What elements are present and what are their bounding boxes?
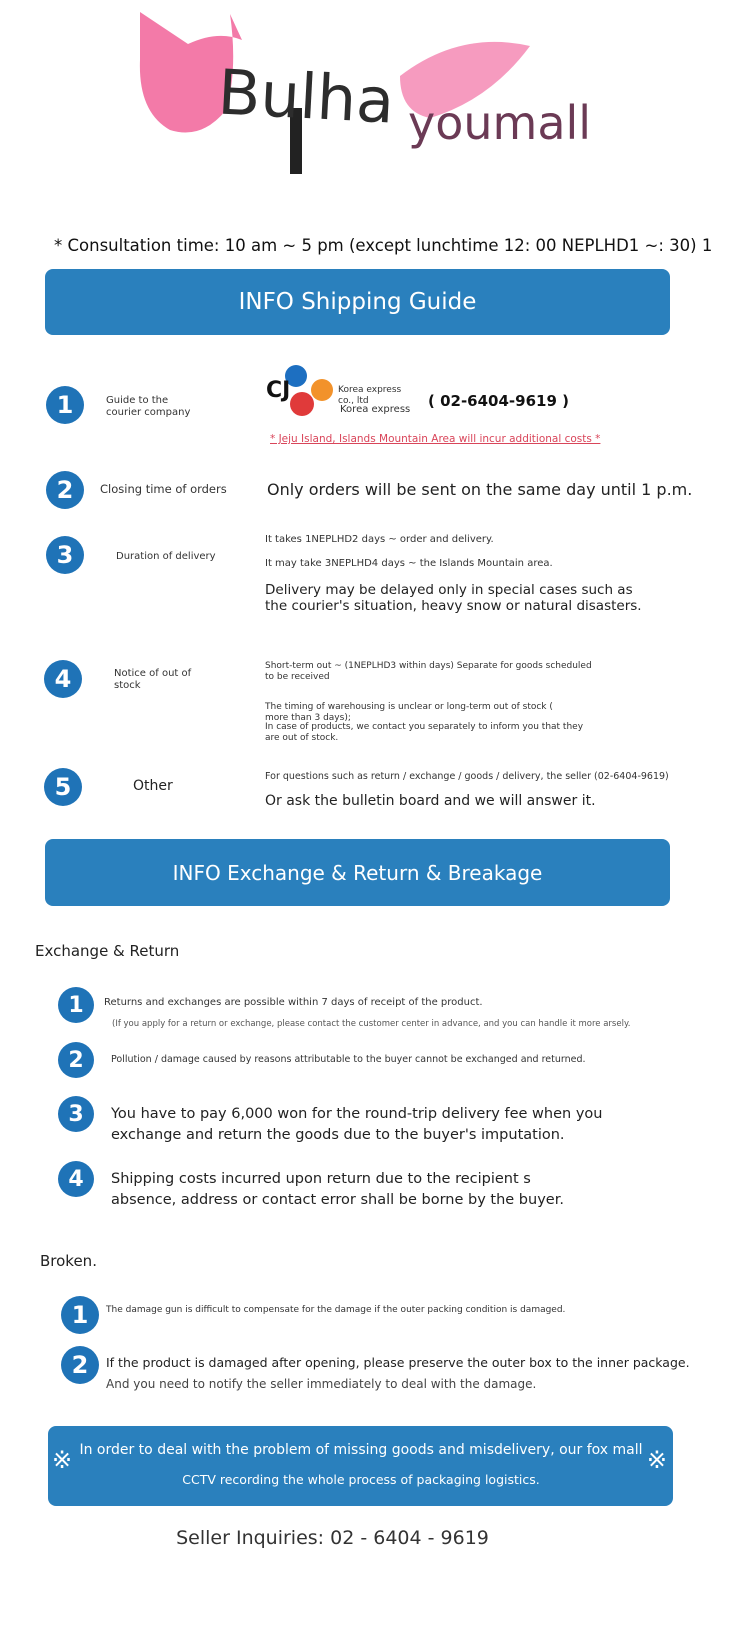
row-label: Closing time of orders bbox=[100, 482, 227, 496]
cj-name-2: co., ltd bbox=[338, 396, 369, 406]
seller-inquiries: Seller Inquiries: 02 - 6404 - 9619 bbox=[176, 1527, 489, 1549]
shipping-guide-title-text: INFO Shipping Guide bbox=[238, 289, 477, 315]
duration-line-2: It may take 3NEPLHD4 days ~ the Islands Mountain area. bbox=[265, 558, 553, 569]
step-number: 1 bbox=[46, 386, 84, 424]
cj-logo bbox=[266, 362, 416, 422]
exchange-heading: Exchange & Return bbox=[35, 942, 180, 960]
broken-heading: Broken. bbox=[40, 1252, 97, 1270]
courier-phone: ( 02-6404-9619 ) bbox=[428, 392, 569, 410]
duration-line-4: the courier's situation, heavy snow or natural disasters. bbox=[265, 598, 642, 614]
stock-line-3: The timing of warehousing is unclear or long-term out of stock ( bbox=[265, 702, 553, 712]
other-line-1: For questions such as return / exchange / goods / delivery, the seller (02-6404-9619) bbox=[265, 771, 669, 782]
row-label: Notice of out of stock bbox=[114, 668, 192, 691]
duration-line-1: It takes 1NEPLHD2 days ~ order and delivery. bbox=[265, 534, 494, 545]
step-number: 2 bbox=[46, 471, 84, 509]
reference-mark-left-icon: ※ bbox=[52, 1446, 73, 1474]
step-number: 3 bbox=[58, 1096, 94, 1132]
broken-item-2-line-1: If the product is damaged after opening, please preserve the outer box to the inner package. bbox=[106, 1355, 690, 1370]
stock-line-2: to be received bbox=[265, 672, 330, 682]
stock-line-5: In case of products, we contact you separately to inform you that they bbox=[265, 722, 584, 732]
broken-item-1-line-1: The damage gun is difficult to compensate for the damage if the outer packing condition is damaged. bbox=[106, 1305, 566, 1315]
cctv-line-2: CCTV recording the whole process of packaging logistics. bbox=[182, 1472, 540, 1487]
row-label: Duration of delivery bbox=[116, 551, 216, 562]
duration-line-3: Delivery may be delayed only in special cases such as bbox=[265, 582, 633, 598]
cj-mark: CJ bbox=[266, 378, 291, 403]
cctv-line-1: In order to deal with the problem of missing goods and misdelivery, our fox mall bbox=[79, 1442, 643, 1458]
exchange-item-4-line-1: Shipping costs incurred upon return due to the recipient s bbox=[111, 1171, 531, 1187]
cj-name-3: Korea express bbox=[340, 404, 411, 415]
exchange-title-text: INFO Exchange & Return & Breakage bbox=[172, 860, 543, 885]
row-label: Guide to the courier company bbox=[106, 395, 191, 418]
stock-line-1: Short-term out ~ (1NEPLHD3 within days) Separate for goods scheduled bbox=[265, 661, 592, 671]
stock-line-6: are out of stock. bbox=[265, 733, 339, 743]
step-number: 3 bbox=[46, 536, 84, 574]
reference-mark-right-icon: ※ bbox=[646, 1446, 667, 1474]
stock-line-4: more than 3 days); bbox=[265, 713, 351, 723]
cj-name-1: Korea express bbox=[338, 385, 402, 395]
step-number: 1 bbox=[61, 1296, 99, 1334]
logo-suffix: youmall bbox=[408, 96, 592, 150]
consultation-time: * Consultation time: 10 am ~ 5 pm (except lunchtime 12: 00 NEPLHD1 ~: 30) 1 bbox=[54, 236, 713, 255]
additional-costs-note: * Jeju Island, Islands Mountain Area will incur additional costs * bbox=[270, 433, 601, 445]
cctv-notice bbox=[48, 1426, 673, 1506]
closing-time: Only orders will be sent on the same day until 1 p.m. bbox=[267, 480, 693, 499]
exchange-item-1-line-2: (If you apply for a return or exchange, please contact the customer center in advance, and you can handle it more arsely. bbox=[112, 1019, 631, 1029]
logo bbox=[130, 0, 610, 180]
logo-brand: Bulha bbox=[216, 55, 397, 138]
step-number: 4 bbox=[44, 660, 82, 698]
other-line-2: Or ask the bulletin board and we will answer it. bbox=[265, 793, 596, 809]
step-number: 5 bbox=[44, 768, 82, 806]
exchange-item-4-line-2: absence, address or contact error shall be borne by the buyer. bbox=[111, 1192, 564, 1208]
exchange-item-1-line-1: Returns and exchanges are possible within 7 days of receipt of the product. bbox=[104, 997, 483, 1008]
step-number: 2 bbox=[61, 1346, 99, 1384]
exchange-title bbox=[45, 839, 670, 906]
exchange-item-3-line-2: exchange and return the goods due to the buyer's imputation. bbox=[111, 1127, 565, 1143]
step-number: 1 bbox=[58, 987, 94, 1023]
step-number: 2 bbox=[58, 1042, 94, 1078]
row-label: Other bbox=[133, 778, 173, 794]
exchange-item-3-line-1: You have to pay 6,000 won for the round-trip delivery fee when you bbox=[111, 1106, 603, 1122]
broken-item-2-line-2: And you need to notify the seller immediately to deal with the damage. bbox=[106, 1377, 537, 1391]
step-number: 4 bbox=[58, 1161, 94, 1197]
shipping-guide-title bbox=[45, 269, 670, 335]
exchange-item-2-line-1: Pollution / damage caused by reasons attributable to the buyer cannot be exchanged and returned. bbox=[111, 1054, 586, 1065]
